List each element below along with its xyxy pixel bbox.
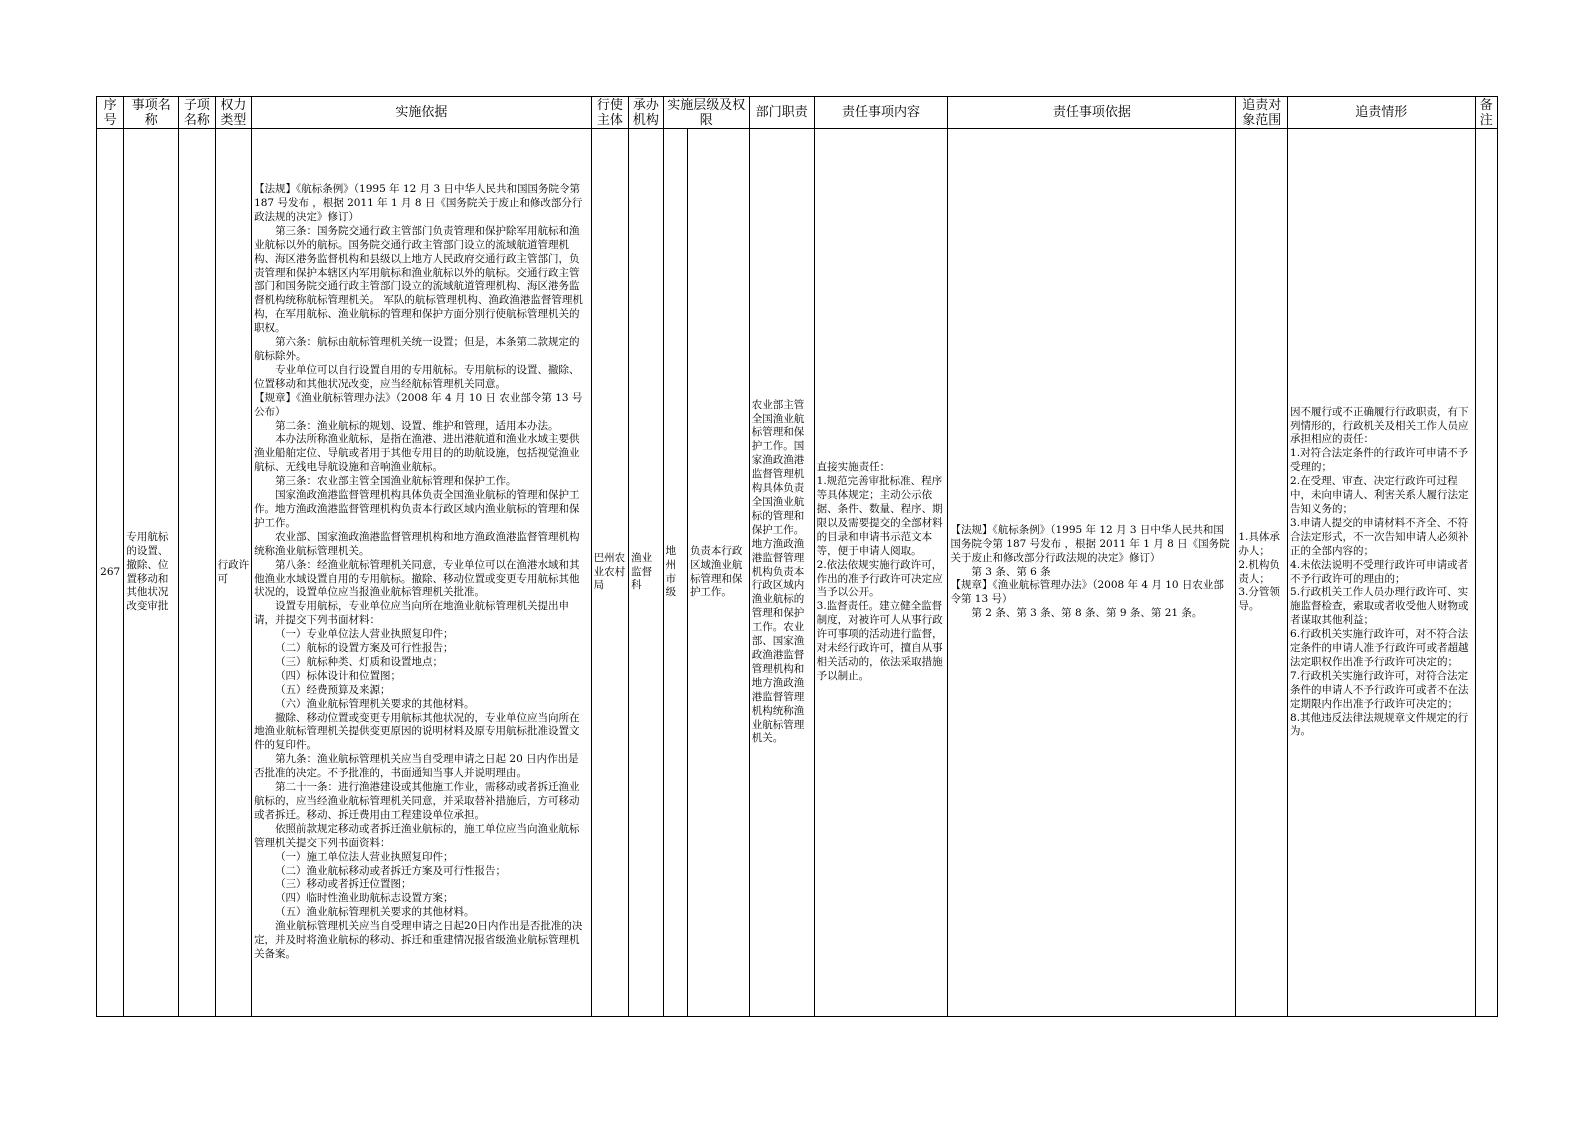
basis-line: 专业单位可以自行设置自用的专用航标。专用航标的设置、撤除、位置移动和其他状况改变，应当经航标管理机关同意。 — [254, 363, 580, 390]
basis-line: 国家渔政渔港监督管理机构具体负责全国渔业航标的管理和保护工作。地方渔政渔港监督管理机构负责本行政区域内渔业航标的管理和保护工作。 — [254, 489, 580, 529]
basis-line: 撤除、移动位置或变更专用航标其他状况的，专业单位应当向所在地渔业航标管理机关提供变更原因的说明材料及原专用航标批准设置文件的复印件。 — [254, 711, 580, 752]
cell-resp-basis — [948, 129, 1236, 1017]
cell-remark — [1475, 129, 1497, 1017]
basis-line: 第二条：渔业航标的规划、设置、维护和管理，适用本办法。 — [275, 419, 559, 432]
situation-line: 2.在受理、审查、决定行政许可过程中，未向申请人、利害关系人履行法定告知义务的； — [1290, 475, 1469, 515]
basis-line: 第三条：国务院交通行政主管部门负责管理和保护除军用航标和渔业航标以外的航标。国务院交通行政主管部门设立的流域航道管理机构、海区港务监督机构和县级以上地方人民政府交通行政主管部门，负责管理和保护本辖区内军用航标和渔业航标以外的航标。交通行政主管部门和国务院交通行政主管部门设立的流域航道管理机构、海区港务监督机构统称航标管理机关。 军队的航标管理机构、渔政渔港监督管理机构，在军用航标、渔业航标的管理和保护方面分别行使航标管理机关的职权。 — [254, 224, 583, 335]
header-power-type: 权力类型 — [215, 97, 251, 129]
basis-line: （四）临时性渔业助航标志设置方案； — [275, 892, 454, 905]
header-agency: 承办机构 — [629, 97, 663, 129]
cell-seq: 267 — [97, 129, 124, 1017]
basis-line: 设置专用航标，专业单位应当向所在地渔业航标管理机关提出申请，并提交下列书面材料： — [254, 600, 570, 627]
header-item-name: 事项名称 — [124, 97, 179, 129]
header-resp-basis: 责任事项依据 — [948, 97, 1236, 129]
situation-line: 1.对符合法定条件的行政许可申请不予受理的； — [1290, 447, 1469, 474]
header-remark: 备注 — [1475, 97, 1497, 129]
basis-line: 依照前款规定移动或者拆迁渔业航标的，施工单位应当向渔业航标管理机关提交下列书面资料： — [254, 822, 580, 849]
basis-line: 第八条：经渔业航标管理机关同意，专业单位可以在渔港水域和其他渔业水域设置自用的专用航标。撤除、移动位置或变更专用航标其他状况的，设置单位应当报渔业航标管理机关批准。 — [254, 558, 580, 599]
table-row — [97, 129, 1498, 1017]
basis-line: 农业部、国家渔政渔港监督管理机构和地方渔政渔港监督管理机构统称渔业航标管理机关。 — [254, 530, 580, 557]
basis-line: 本办法所称渔业航标，是指在渔港、进出港航道和渔业水域主要供渔业船舶定位、导航或者用于其他专用目的的助航设施，包括视觉渔业航标、无线电导航设施和音响渔业航标。 — [254, 433, 580, 474]
resp-basis-line: 第 2 条、第 3 条、第 8 条、第 9 条、第 21 条。 — [971, 607, 1203, 620]
cell-item-name: 专用航标的设置、撤除、位置移动和其他状况改变审批 — [124, 129, 179, 1017]
header-resp-content: 责任事项内容 — [814, 97, 948, 129]
basis-line: （四）标体设计和位置图； — [275, 669, 402, 682]
cell-basis — [252, 129, 592, 1017]
cell-scope — [1236, 129, 1288, 1017]
situation-line: 4.未依法说明不受理行政许可申请或者不予行政许可的理由的； — [1290, 558, 1469, 585]
resp-basis-line: 【法规】《航标条例》（1995 年 12 月 3 日中华人民共和国国务院令第 187 号发布 ，根据 2011 年 1 月 8 日《国务院关于废止和修改部分行政法规的决定》修订） — [950, 523, 1230, 564]
basis-line: （五）渔业航标管理机关要求的其他材料。 — [275, 906, 475, 919]
header-scope: 追责对象范围 — [1236, 97, 1288, 129]
cell-level-scope: 负责本行政区域渔业航标管理和保护工作。 — [687, 129, 749, 1017]
header-level: 实施层级及权限 — [663, 97, 749, 129]
situation-line: 3.申请人提交的申请材料不齐全、不符合法定形式，不一次告知申请人必须补正的全部内容的； — [1290, 516, 1469, 557]
resp-content-line: 1.规范完善审批标准、程序等具体规定；主动公示依据、条件、数量、程序、期限以及需要提交的全部材料的目录和申请书示范文本等，便于申请人阅取。 — [816, 475, 943, 557]
cell-level: 地州市级 — [663, 129, 687, 1017]
basis-line: （三）航标种类、灯质和设置地点； — [275, 655, 444, 668]
basis-line: 【法规】《航标条例》（1995 年 12 月 3 日中华人民共和国国务院令第 187 号发布 ，根据 2011 年 1 月 8 日《国务院关于废止和修改部分行政法规的决定》修订） — [254, 183, 583, 223]
situation-line: 7.行政机关实施行政许可，对符合法定条件的申请人不予行政许可或者不在法定期限内作出准予行政许可决定的； — [1290, 669, 1469, 710]
power-list-table — [96, 96, 1498, 1017]
basis-line: 第九条：渔业航标管理机关应当自受理申请之日起 20 日内作出是否批准的决定。不予批准的，书面通知当事人并说明理由。 — [254, 753, 579, 780]
situation-line: 因不履行或不正确履行行政职责，有下列情形的，行政机关及相关工作人员应承担相应的责任： — [1290, 405, 1469, 446]
header-seq: 序号 — [97, 97, 124, 129]
basis-line: （二）航标的设置方案及可行性报告； — [275, 642, 454, 655]
basis-line: （一）施工单位法人营业执照复印件； — [275, 850, 454, 863]
cell-duty: 农业部主管全国渔业航标管理和保护工作。国家渔政渔港监督管理机构具体负责全国渔业航标的管理和保护工作。地方渔政渔港监督管理机构负责本行政区域内渔业航标的管理和保护工作。农业部、国家渔政渔港监督管理机构和地方渔政渔港监督管理机构统称渔业航标管理机关。 — [749, 129, 814, 1017]
basis-line: 第二十一条：进行渔港建设或其他施工作业，需移动或者拆迁渔业航标的，应当经渔业航标管理机关同意，并采取替补措施后，方可移动或者拆迁。移动、拆迁费用由工程建设单位承担。 — [254, 781, 580, 821]
cell-subject: 巴州农业农村局 — [591, 129, 629, 1017]
resp-basis-line: 【规章】《渔业航标管理办法》（2008 年 4 月 10 日农业部令第 13 号） — [950, 579, 1224, 606]
basis-line: 渔业航标管理机关应当自受理申请之日起20日内作出是否批准的决定，并及时将渔业航标的移动、拆迁和重建情况报省级渔业航标管理机关备案。 — [254, 920, 583, 960]
scope-line: 3.分管领导。 — [1238, 586, 1280, 613]
basis-line: 第六条：航标由航标管理机关统一设置；但是，本条第二款规定的航标除外。 — [254, 336, 580, 362]
cell-power-type: 行政许可 — [215, 129, 251, 1017]
scope-line: 1.具体承办人； — [1238, 530, 1280, 557]
basis-line: （二）渔业航标移动或者拆迁方案及可行性报告； — [275, 864, 507, 877]
cell-agency: 渔业监督科 — [629, 129, 663, 1017]
situation-line: 8.其他违反法律法规规章文件规定的行为。 — [1290, 711, 1469, 738]
resp-basis-line: 第 3 条、第 6 条 — [971, 565, 1051, 578]
basis-line: （一）专业单位法人营业执照复印件； — [275, 628, 454, 641]
header-basis: 实施依据 — [252, 97, 592, 129]
resp-content-line: 2.依法依规实施行政许可，作出的准予行政许可决定应当予以公开。 — [816, 558, 943, 599]
header-subject: 行使主体 — [591, 97, 629, 129]
basis-line: 第三条：农业部主管全国渔业航标管理和保护工作。 — [275, 475, 517, 488]
header-sub-item: 子项名称 — [179, 97, 215, 129]
header-row — [97, 97, 1498, 129]
cell-situation — [1288, 129, 1476, 1017]
scope-line: 2.机构负责人； — [1238, 558, 1280, 585]
basis-line: （六）渔业航标管理机关要求的其他材料。 — [275, 697, 475, 710]
cell-sub-item — [179, 129, 215, 1017]
situation-line: 6.行政机关实施行政许可，对不符合法定条件的申请人准予行政许可或者超越法定职权作出准予行政许可决定的； — [1290, 628, 1469, 668]
cell-resp-content — [814, 129, 948, 1017]
resp-content-line: 直接实施责任： — [816, 461, 891, 474]
resp-content-line: 3.监督责任。建立健全监督制度，对被许可人从事行政许可事项的活动进行监督，对未经行政许可，擅自从事相关活动的，依法采取措施予以制止。 — [816, 600, 943, 682]
header-situation: 追责情形 — [1288, 97, 1476, 129]
basis-line: 【规章】《渔业航标管理办法》（2008 年 4 月 10 日 农业部令第 13 号公布） — [254, 391, 583, 418]
header-duty: 部门职责 — [749, 97, 814, 129]
situation-line: 5.行政机关工作人员办理行政许可、实施监督检查，索取或者收受他人财物或者谋取其他利益； — [1290, 586, 1469, 627]
basis-line: （三）移动或者拆迁位置图； — [275, 878, 412, 891]
basis-line: （五）经费预算及来源； — [275, 683, 391, 696]
